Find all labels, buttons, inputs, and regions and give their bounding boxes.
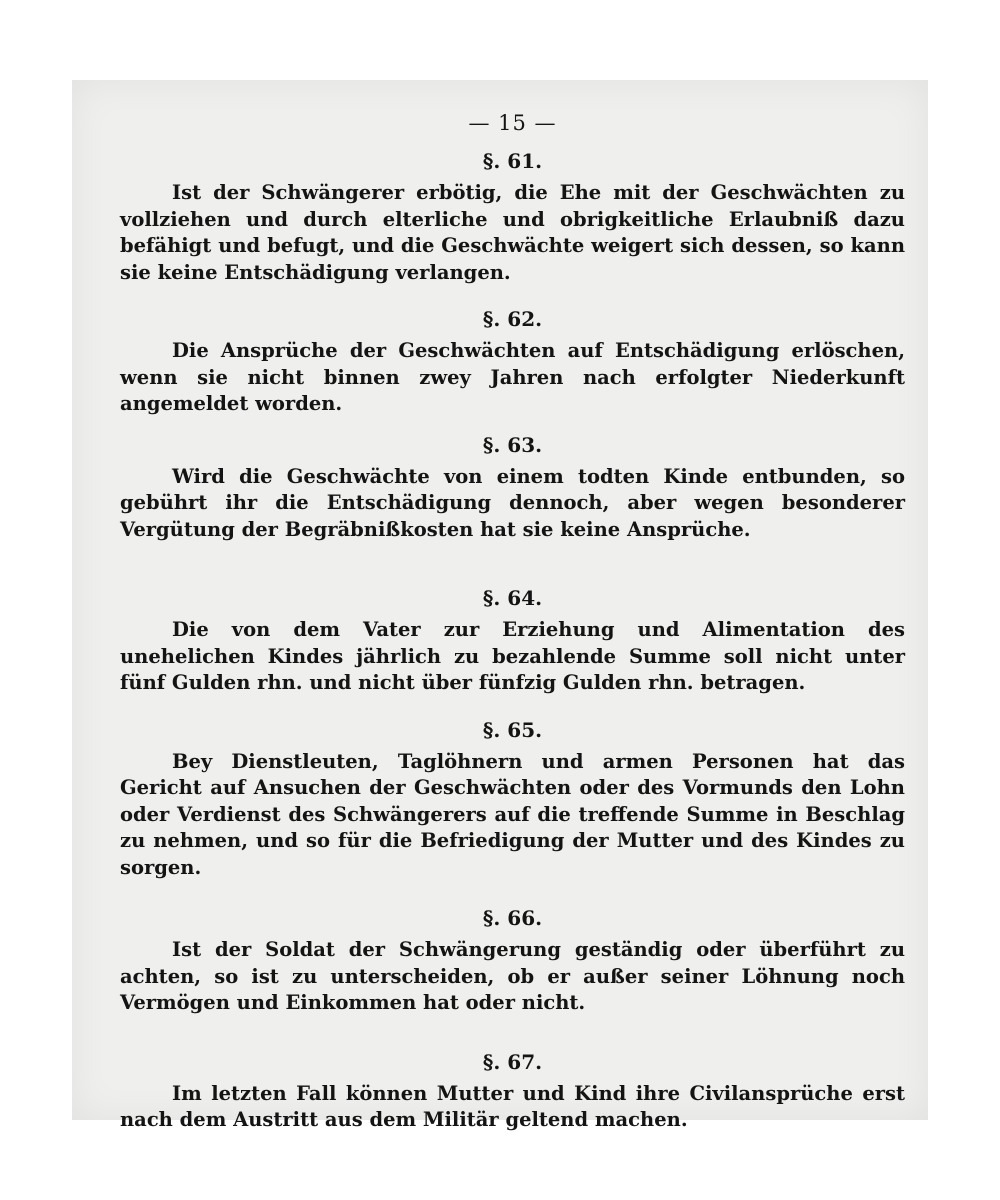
page-text (120, 108, 905, 1134)
section-heading-65: §. 65. (482, 717, 543, 742)
section-body-62: Die Ansprüche der Geschwächten auf Entschädigung erlöschen, wenn sie nicht binnen zwey Jahren nach erfolgter Niederkunft angemeldet worden. (120, 339, 905, 415)
section-heading-62: §. 62. (482, 307, 543, 331)
section-body-65: Bey Dienstleuten, Taglöhnern und armen Personen hat das Gericht auf Ansuchen der Geschwächten oder des Vormunds den Lohn oder Verdienst des Schwängerers auf die treffende Summe in Beschlag zu nehmen, und so für die Befriedigung der Mutter und des Kindes zu sorgen. (120, 749, 905, 879)
section-heading-67: §. 67. (482, 1049, 543, 1074)
section-heading-63: §. 63. (482, 432, 543, 457)
section-body-63: Wird die Geschwächte von einem todten Kinde entbunden, so gebührt ihr die Entschädigung dennoch, aber wegen besonderer Vergütung der Begräbnißkosten hat sie keine Ansprüche. (120, 464, 905, 541)
section-body-67: Im letzten Fall können Mutter und Kind ihre Civilansprüche erst nach dem Austritt aus dem Militär geltend machen. (120, 1081, 905, 1131)
section-heading-66: §. 66. (482, 906, 543, 930)
section-body-66: Ist der Soldat der Schwängerung geständig oder überführt zu achten, so ist zu unterscheiden, ob er außer seiner Löhnung noch Vermögen und Einkommen hat oder nicht. (120, 938, 905, 1014)
section-body-61: Ist der Schwängerer erbötig, die Ehe mit der Geschwächten zu vollziehen und durch elterliche und obrigkeitliche Erlaubniß dazu befähigt und befugt, und die Geschwächte weigert sich dessen, so kann sie keine Entschädigung verlangen. (120, 181, 905, 284)
page-number: — 15 — (468, 111, 557, 135)
section-heading-61: §. 61. (482, 149, 543, 173)
section-heading-64: §. 64. (482, 586, 543, 610)
section-body-64: Die von dem Vater zur Erziehung und Alimentation des unehelichen Kindes jährlich zu bezahlende Summe soll nicht unter fünf Gulden rhn. und nicht über fünfzig Gulden rhn. betragen. (120, 618, 905, 694)
